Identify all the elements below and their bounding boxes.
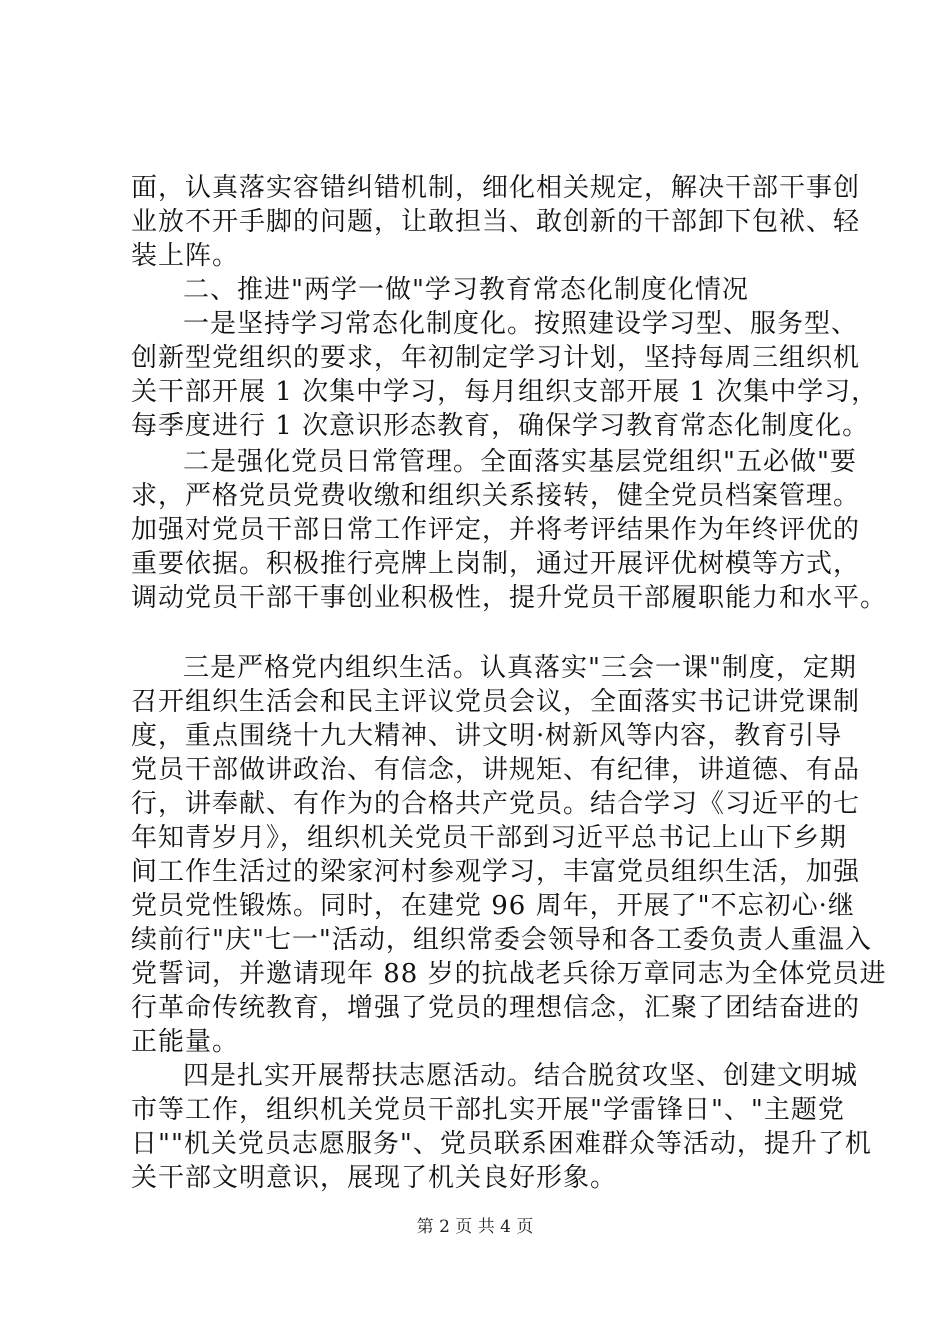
body-text-line: 三是严格党内组织生活。认真落实"三会一课"制度，定期 — [183, 653, 857, 683]
body-text-line: 求，严格党员党费收缴和组织关系接转，健全党员档案管理。 — [131, 481, 861, 511]
body-text-line: 重要依据。积极推行亮牌上岗制，通过开展评优树模等方式， — [131, 549, 861, 579]
body-text-line: 关干部文明意识，展现了机关良好形象。 — [131, 1163, 618, 1193]
body-text-line: 正能量。 — [131, 1027, 240, 1057]
body-text-line: 行，讲奉献、有作为的合格共产党员。结合学习《习近平的七 — [131, 789, 861, 819]
body-text-line: 党员党性锻炼。同时，在建党 96 周年，开展了"不忘初心·继 — [131, 891, 855, 921]
body-text-line: 间工作生活过的梁家河村参观学习，丰富党员组织生活，加强 — [131, 857, 861, 887]
body-text-line: 续前行"庆"七一"活动，组织常委会领导和各工委负责人重温入 — [131, 925, 872, 955]
body-text-line: 调动党员干部干事创业积极性，提升党员干部履职能力和水平。 — [131, 583, 888, 613]
body-text-line: 每季度进行 1 次意识形态教育，确保学习教育常态化制度化。 — [131, 411, 870, 441]
body-text-line: 面，认真落实容错纠错机制，细化相关规定，解决干部干事创 — [131, 173, 861, 203]
body-text-line: 年知青岁月》，组织机关党员干部到习近平总书记上山下乡期 — [131, 823, 848, 853]
body-text-line: 行革命传统教育，增强了党员的理想信念，汇聚了团结奋进的 — [131, 993, 861, 1023]
body-text-line: 召开组织生活会和民主评议党员会议，全面落实书记讲党课制 — [131, 687, 861, 717]
body-text-line: 一是坚持学习常态化制度化。按照建设学习型、服务型、 — [183, 309, 859, 339]
body-text-line: 加强对党员干部日常工作评定，并将考评结果作为年终评优的 — [131, 515, 861, 545]
body-text-line: 日""机关党员志愿服务"、党员联系困难群众等活动，提升了机 — [131, 1129, 872, 1159]
body-text-line: 度，重点围绕十九大精神、讲文明·树新风等内容，教育引导 — [131, 721, 843, 751]
body-text-line: 创新型党组织的要求，年初制定学习计划，坚持每周三组织机 — [131, 343, 861, 373]
body-text-line: 党誓词，并邀请现年 88 岁的抗战老兵徐万章同志为全体党员进 — [131, 959, 887, 989]
body-text-line: 四是扎实开展帮扶志愿活动。结合脱贫攻坚、创建文明城 — [183, 1061, 859, 1091]
page-number-footer: 第 2 页 共 4 页 — [416, 1217, 534, 1237]
body-text-line: 市等工作，组织机关党员干部扎实开展"学雷锋日"、"主题党 — [131, 1095, 845, 1125]
body-text-line: 党员干部做讲政治、有信念，讲规矩、有纪律，讲道德、有品 — [131, 755, 861, 785]
body-text-line: 关干部开展 1 次集中学习，每月组织支部开展 1 次集中学习， — [131, 377, 879, 407]
section-heading: 二、推进"两学一做"学习教育常态化制度化情况 — [183, 275, 749, 305]
body-text-line: 二是强化党员日常管理。全面落实基层党组织"五必做"要 — [183, 447, 857, 477]
body-text-line: 业放不开手脚的问题，让敢担当、敢创新的干部卸下包袱、轻 — [131, 207, 861, 237]
body-text-line: 装上阵。 — [131, 241, 240, 271]
